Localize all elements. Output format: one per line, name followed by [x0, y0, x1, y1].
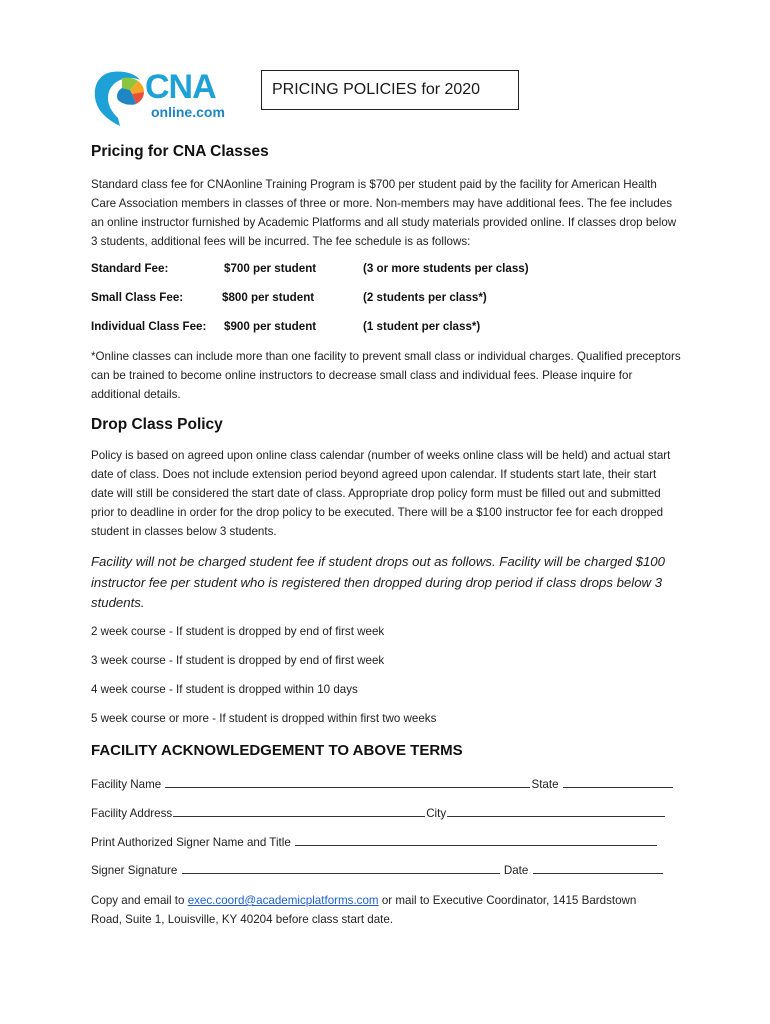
facility-address-field[interactable] [173, 805, 425, 817]
drop-rule: 4 week course - If student is dropped within 10 days [91, 683, 358, 696]
city-label: City [426, 807, 447, 820]
state-label: State [531, 778, 559, 791]
drop-rule: 5 week course or more - If student is dropped within first two weeks [91, 712, 437, 725]
fee-row-standard [91, 262, 691, 280]
signer-signature-row [91, 862, 664, 877]
email-link[interactable]: exec.coord@academicplatforms.com [187, 894, 379, 907]
facility-address-row [91, 805, 666, 820]
fee-price: $800 per student [222, 291, 315, 304]
signer-signature-field[interactable] [182, 862, 500, 874]
drop-heading: Drop Class Policy [91, 416, 223, 433]
drop-rule: 2 week course - If student is dropped by end of first week [91, 625, 385, 638]
fee-note: (1 student per class*) [363, 320, 481, 333]
fee-note: (3 or more students per class) [363, 262, 529, 275]
logo-sub: online.com [151, 104, 225, 120]
drop-italic-note: Facility will not be charged student fee if student drops out as follows. Facility will be charged $100 instructor fee per student who is registered then dropped during drop period if class drops below 3 students. [91, 554, 665, 610]
fee-label: Small Class Fee: [91, 291, 184, 304]
signer-signature-label: Signer Signature [91, 864, 178, 877]
date-field[interactable] [533, 862, 663, 874]
date-label: Date [503, 864, 529, 877]
city-field[interactable] [447, 805, 665, 817]
drop-rule: 3 week course - If student is dropped by end of first week [91, 654, 385, 667]
signer-name-label: Print Authorized Signer Name and Title [91, 836, 291, 849]
pricing-footnote: *Online classes can include more than one facility to prevent small class or individual charges. Qualified preceptors can be trained to become online instructors to decrease small class and individual fees. Please inquire for additional details. [91, 350, 681, 401]
drop-paragraph: Policy is based on agreed upon online class calendar (number of weeks online class will be held) and actual start date of class. Does not include extension period beyond agreed upon calendar. If students start late, their start date will still be considered the start date of class. Appropriate drop policy form must be filled out and submitted prior to deadline in order for the drop policy to be executed. There will be a $100 instructor fee for each dropped student in classes below 3 students. [91, 449, 671, 538]
fee-note: (2 students per class*) [363, 291, 487, 304]
signer-name-row [91, 834, 658, 849]
contact-paragraph [91, 891, 651, 929]
facility-address-label: Facility Address [91, 807, 173, 820]
fee-price: $700 per student [224, 262, 317, 275]
facility-name-row [91, 776, 674, 791]
fee-row-individual [91, 320, 691, 338]
logo-brand: CNA [145, 68, 216, 106]
pricing-heading: Pricing for CNA Classes [91, 143, 269, 160]
fee-row-small [91, 291, 691, 309]
state-field[interactable] [563, 776, 673, 788]
fee-price: $900 per student [224, 320, 317, 333]
contact-post: or mail to Executive Coordinator, 1415 Bardstown Road, Suite 1, Louisville, KY 40204 before class start date. [91, 894, 637, 926]
page-title: PRICING POLICIES for 2020 [261, 70, 519, 110]
fee-label: Standard Fee: [91, 262, 169, 275]
signer-name-field[interactable] [295, 834, 657, 846]
ack-heading: FACILITY ACKNOWLEDGEMENT TO ABOVE TERMS [91, 742, 463, 759]
pricing-paragraph: Standard class fee for CNAonline Training Program is $700 per student paid by the facility for American Health Care Association members in classes of three or more. Non-members may have additional fees. The fee includes an online instructor furnished by Academic Platforms and all study materials provided online. If classes drop below 3 students, additional fees will be incurred. The fee schedule is as follows: [91, 178, 677, 248]
fee-label: Individual Class Fee: [91, 320, 207, 333]
contact-pre: Copy and email to [91, 894, 185, 907]
facility-name-label: Facility Name [91, 778, 162, 791]
facility-name-field[interactable] [165, 776, 530, 788]
